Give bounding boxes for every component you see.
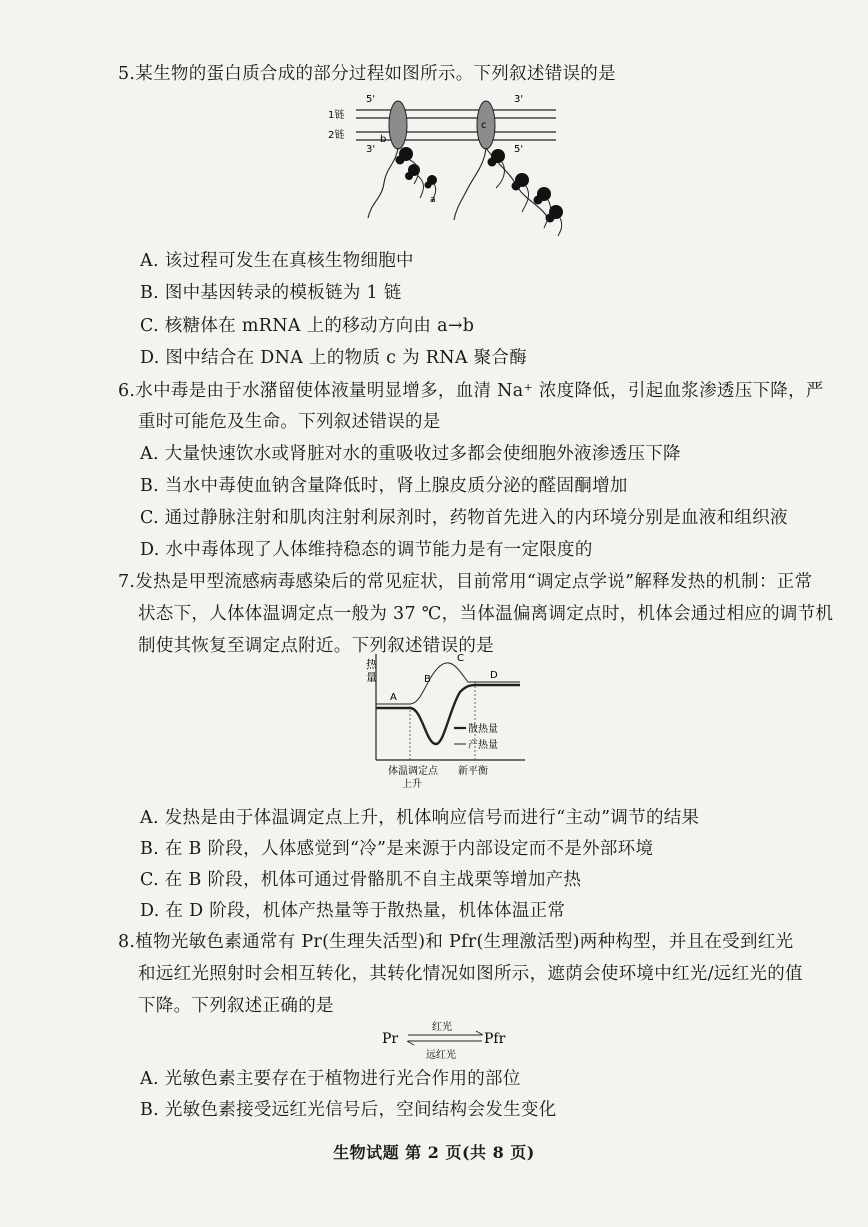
q5-figure — [326, 88, 571, 242]
rna-polymerase-left — [389, 101, 407, 149]
q7-heat-production-curve — [376, 663, 520, 704]
q7-stem-line1: 7.发热是甲型流感病毒感染后的常见症状，目前常用“调定点学说”解释发热的机制：正常 — [118, 572, 813, 592]
q5-stem: 5.某生物的蛋白质合成的部分过程如图所示。下列叙述错误的是 — [118, 64, 616, 84]
q5-option-d: D. 图中结合在 DNA 上的物质 c 为 RNA 聚合酶 — [140, 348, 528, 368]
q7-stage-b: B — [424, 674, 431, 685]
strand1-label: 1链 — [328, 110, 345, 121]
q6-option-c: C. 通过静脉注射和肌肉注射利尿剂时，药物首先进入的内环境分别是血液和组织液 — [140, 508, 788, 528]
q8-option-a: A. 光敏色素主要存在于植物进行光合作用的部位 — [140, 1069, 521, 1089]
q6-option-d: D. 水中毒体现了人体维持稳态的调节能力是有一定限度的 — [140, 540, 593, 560]
q7-stage-c: C — [457, 653, 464, 664]
q7-heat-loss-curve — [376, 685, 520, 744]
q7-option-a: A. 发热是由于体温调定点上升，机体响应信号而进行“主动”调节的结果 — [140, 808, 700, 828]
q5-option-a: A. 该过程可发生在真核生物细胞中 — [140, 251, 414, 271]
q7-stage-a: A — [390, 692, 397, 703]
strand2-label: 2链 — [328, 130, 345, 141]
q6-option-b: B. 当水中毒使血钠含量降低时，肾上腺皮质分泌的醛固酮增加 — [140, 476, 628, 496]
q8-far-red-light: 远红光 — [426, 1050, 456, 1061]
q7-stage-d: D — [490, 670, 498, 681]
q7-legend-heat-loss: 散热量 — [468, 724, 498, 735]
q5-5prime-right: 5' — [514, 144, 524, 155]
q6-stem-line2: 重时可能危及生命。下列叙述错误的是 — [138, 412, 441, 432]
q7-stem-line3: 制使其恢复至调定点附近。下列叙述错误的是 — [138, 636, 494, 656]
q5-label-b: b — [380, 134, 387, 145]
q8-pfr: Pfr — [484, 1031, 506, 1047]
q8-option-b: B. 光敏色素接受远红光信号后，空间结构会发生变化 — [140, 1100, 557, 1120]
q8-red-light: 红光 — [432, 1022, 452, 1033]
page-footer: 生物试题 第 2 页(共 8 页) — [333, 1143, 535, 1162]
q7-option-c: C. 在 B 阶段，机体可通过骨骼肌不自主战栗等增加产热 — [140, 870, 582, 890]
q8-pr: Pr — [382, 1031, 399, 1047]
q5-label-a: a — [430, 195, 436, 205]
q5-3prime-left: 3' — [366, 144, 376, 155]
q7-xlabel-1b: 上升 — [402, 779, 422, 790]
q5-5prime-left: 5' — [366, 94, 376, 105]
q7-stem-line2: 状态下，人体体温调定点一般为 37 ℃，当体温偏离调定点时，机体会通过相应的调节机 — [138, 604, 834, 624]
q8-stem-line1: 8.植物光敏色素通常有 Pr(生理失活型)和 Pfr(生理激活型)两种构型，并且在受到红光 — [118, 932, 794, 952]
q7-option-b: B. 在 B 阶段，人体感觉到“冷”是来源于内部设定而不是外部环境 — [140, 839, 654, 859]
q7-xlabel-2: 新平衡 — [458, 766, 488, 777]
q7-option-d: D. 在 D 阶段，机体产热量等于散热量，机体体温正常 — [140, 901, 566, 921]
q5-option-b: B. 图中基因转录的模板链为 1 链 — [140, 283, 402, 303]
q7-ylabel-1: 热 — [366, 658, 377, 671]
q5-3prime-right: 3' — [514, 94, 524, 105]
q7-ylabel-2: 量 — [366, 671, 377, 684]
q7-legend-heat-production: 产热量 — [468, 740, 498, 751]
q6-option-a: A. 大量快速饮水或肾脏对水的重吸收过多都会使细胞外液渗透压下降 — [140, 444, 681, 464]
q8-stem-line3: 下降。下列叙述正确的是 — [138, 996, 334, 1016]
q6-stem-line1: 6.水中毒是由于水潴留使体液量明显增多，血清 Na⁺ 浓度降低，引起血浆渗透压下降，严 — [118, 381, 824, 401]
q7-xlabel-1a: 体温调定点 — [388, 766, 438, 777]
q7-figure — [360, 648, 530, 794]
q5-option-c: C. 核糖体在 mRNA 上的移动方向由 a→b — [140, 316, 475, 336]
q8-stem-line2: 和远红光照射时会相互转化，其转化情况如图所示，遮荫会使环境中红光/远红光的值 — [138, 964, 803, 984]
q5-label-c: c — [481, 120, 487, 131]
q8-figure — [380, 1018, 530, 1066]
